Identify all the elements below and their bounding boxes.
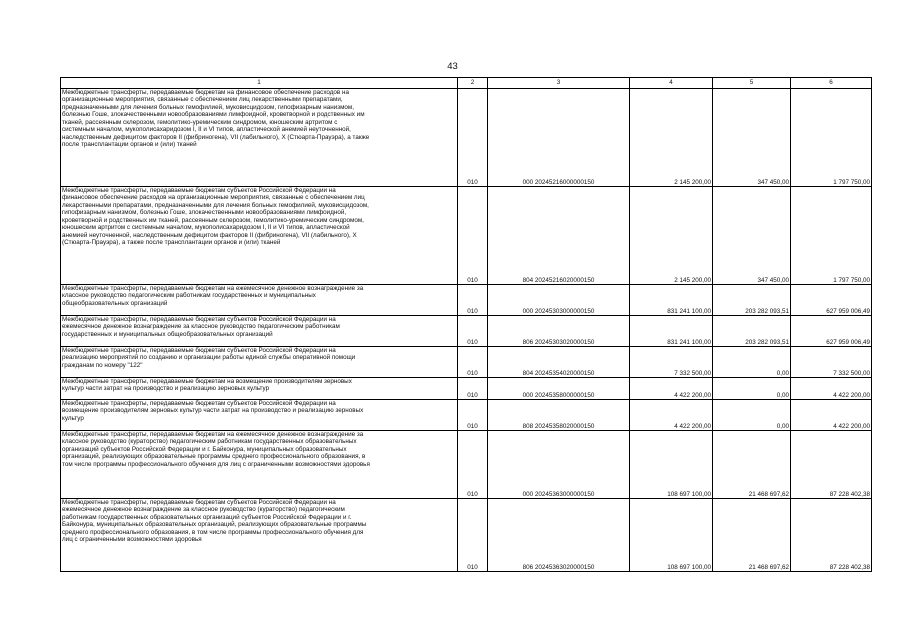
row-budget-code: 806 20245363020000150 bbox=[488, 499, 630, 572]
row-approved-amount: 2 145 200,00 bbox=[630, 187, 713, 285]
row-line-code: 010 bbox=[458, 499, 488, 572]
column-header-3: 3 bbox=[488, 78, 630, 89]
row-approved-amount: 108 697 100,00 bbox=[630, 431, 713, 499]
row-line-code: 010 bbox=[458, 431, 488, 499]
row-description: Межбюджетные трансферты, передаваемые бюджетам на возмещение производителям зерновых культур части затрат на производство и реализацию зерновых культур bbox=[61, 378, 458, 400]
page-number: 43 bbox=[447, 61, 458, 72]
row-line-code: 010 bbox=[458, 285, 488, 316]
row-unexecuted-amount: 1 797 750,00 bbox=[791, 187, 872, 285]
row-approved-amount: 108 697 100,00 bbox=[630, 499, 713, 572]
row-approved-amount: 2 145 200,00 bbox=[630, 89, 713, 187]
row-budget-code: 000 20245216000000150 bbox=[488, 89, 630, 187]
table-row bbox=[61, 285, 872, 316]
table-row bbox=[61, 400, 872, 431]
row-approved-amount: 7 332 500,00 bbox=[630, 347, 713, 378]
column-header-4: 4 bbox=[630, 78, 713, 89]
row-unexecuted-amount: 4 422 200,00 bbox=[791, 378, 872, 400]
row-line-code: 010 bbox=[458, 400, 488, 431]
row-line-code: 010 bbox=[458, 378, 488, 400]
row-executed-amount: 347 450,00 bbox=[713, 89, 791, 187]
row-line-code: 010 bbox=[458, 187, 488, 285]
table-row bbox=[61, 499, 872, 572]
table-row bbox=[61, 89, 872, 187]
row-unexecuted-amount: 627 959 006,49 bbox=[791, 285, 872, 316]
row-approved-amount: 4 422 200,00 bbox=[630, 400, 713, 431]
row-executed-amount: 203 282 093,51 bbox=[713, 316, 791, 347]
row-approved-amount: 4 422 200,00 bbox=[630, 378, 713, 400]
budget-table bbox=[60, 77, 872, 572]
row-executed-amount: 21 468 697,62 bbox=[713, 431, 791, 499]
column-header-5: 5 bbox=[713, 78, 791, 89]
row-unexecuted-amount: 87 228 402,38 bbox=[791, 431, 872, 499]
row-unexecuted-amount: 1 797 750,00 bbox=[791, 89, 872, 187]
row-line-code: 010 bbox=[458, 347, 488, 378]
column-header-6: 6 bbox=[791, 78, 872, 89]
row-budget-code: 804 20245354020000150 bbox=[488, 347, 630, 378]
row-executed-amount: 0,00 bbox=[713, 347, 791, 378]
row-unexecuted-amount: 87 228 402,38 bbox=[791, 499, 872, 572]
row-executed-amount: 203 282 093,51 bbox=[713, 285, 791, 316]
row-description: Межбюджетные трансферты, передаваемые бюджетам на финансовое обеспечение расходов на организационные мероприятия, связанные с обеспечением лиц лекарственными препаратами, предназначенными для лечения больных гемофилией, муковисцидозом, гипофизарным нанизмом, болезнью Гоше, злокачественными новообразованиями лимфоидной, кроветворной и родственных им тканей, рассеянным склерозом, гемолитико-уремическим синдромом, юношеским артритом с системным началом, мукополисахаридозом I, II и VI типов, апластической анемией неуточненной, наследственным дефицитом факторов II (фибриногена), VII (лабильного), X (Стюарта-Прауэра), а также после трансплантации органов и (или) тканей bbox=[61, 89, 458, 187]
row-description: Межбюджетные трансферты, передаваемые бюджетам на ежемесячное денежное вознаграждение за классное руководство педагогическим работникам государственных и муниципальных общеобразовательных организаций bbox=[61, 285, 458, 316]
row-budget-code: 000 20245358000000150 bbox=[488, 378, 630, 400]
row-unexecuted-amount: 4 422 200,00 bbox=[791, 400, 872, 431]
row-description: Межбюджетные трансферты, передаваемые бюджетам на ежемесячное денежное вознаграждение за классное руководство (кураторство) педагогическим работникам государственных образовательных организаций субъектов Российской Федерации и г. Байконура, муниципальных образовательных организаций, реализующих образовательные программы среднего профессионального образования, в том числе программы профессионального обучения для лиц с ограниченными возможностями здоровья bbox=[61, 431, 458, 499]
table-row bbox=[61, 431, 872, 499]
table-header-row bbox=[61, 78, 872, 89]
row-budget-code: 000 20245363000000150 bbox=[488, 431, 630, 499]
row-budget-code: 000 20245303000000150 bbox=[488, 285, 630, 316]
table-row bbox=[61, 347, 872, 378]
row-description: Межбюджетные трансферты, передаваемые бюджетам субъектов Российской Федерации на возмещение производителям зерновых культур части затрат на производство и реализацию зерновых культур bbox=[61, 400, 458, 431]
row-approved-amount: 831 241 100,00 bbox=[630, 316, 713, 347]
row-executed-amount: 21 468 697,62 bbox=[713, 499, 791, 572]
row-description: Межбюджетные трансферты, передаваемые бюджетам субъектов Российской Федерации на реализацию мероприятий по созданию и организации работы единой службы оперативной помощи гражданам по номеру "122" bbox=[61, 347, 458, 378]
row-description: Межбюджетные трансферты, передаваемые бюджетам субъектов Российской Федерации на ежемесячное денежное вознаграждение за классное руководство (кураторство) педагогическим работникам государственных образовательных организаций субъектов Российской Федерации и г. Байконура, муниципальных образовательных организаций, реализующих образовательные программы среднего профессионального образования, в том числе программы профессионального обучения для лиц с ограниченными возможностями здоровья bbox=[61, 499, 458, 572]
row-executed-amount: 0,00 bbox=[713, 400, 791, 431]
row-approved-amount: 831 241 100,00 bbox=[630, 285, 713, 316]
row-description: Межбюджетные трансферты, передаваемые бюджетам субъектов Российской Федерации на финансовое обеспечение расходов на организационные мероприятия, связанные с обеспечением лиц лекарственными препаратами, предназначенными для лечения больных гемофилией, муковисцидозом, гипофизарным нанизмом, болезнью Гоше, злокачественными новообразованиями лимфоидной, кроветворной и родственных им тканей, рассеянным склерозом, гемолитико-уремическим синдромом, юношеским артритом с системным началом, мукополисахаридозом I, II и VI типов, апластической анемией неуточненной, наследственным дефицитом факторов II (фибриногена), VII (лабильного), X (Стюарта-Прауэра), а также после трансплантации органов и (или) тканей bbox=[61, 187, 458, 285]
table-row bbox=[61, 187, 872, 285]
row-line-code: 010 bbox=[458, 89, 488, 187]
row-budget-code: 804 20245216020000150 bbox=[488, 187, 630, 285]
row-executed-amount: 347 450,00 bbox=[713, 187, 791, 285]
row-unexecuted-amount: 7 332 500,00 bbox=[791, 347, 872, 378]
row-line-code: 010 bbox=[458, 316, 488, 347]
table-row bbox=[61, 378, 872, 400]
row-executed-amount: 0,00 bbox=[713, 378, 791, 400]
row-budget-code: 808 20245358020000150 bbox=[488, 400, 630, 431]
column-header-1: 1 bbox=[61, 78, 458, 89]
row-unexecuted-amount: 627 959 006,49 bbox=[791, 316, 872, 347]
row-budget-code: 806 20245303020000150 bbox=[488, 316, 630, 347]
row-description: Межбюджетные трансферты, передаваемые бюджетам субъектов Российской Федерации на ежемесячное денежное вознаграждение за классное руководство педагогическим работникам государственных и муниципальных общеобразовательных организаций bbox=[61, 316, 458, 347]
column-header-2: 2 bbox=[458, 78, 488, 89]
table-row bbox=[61, 316, 872, 347]
